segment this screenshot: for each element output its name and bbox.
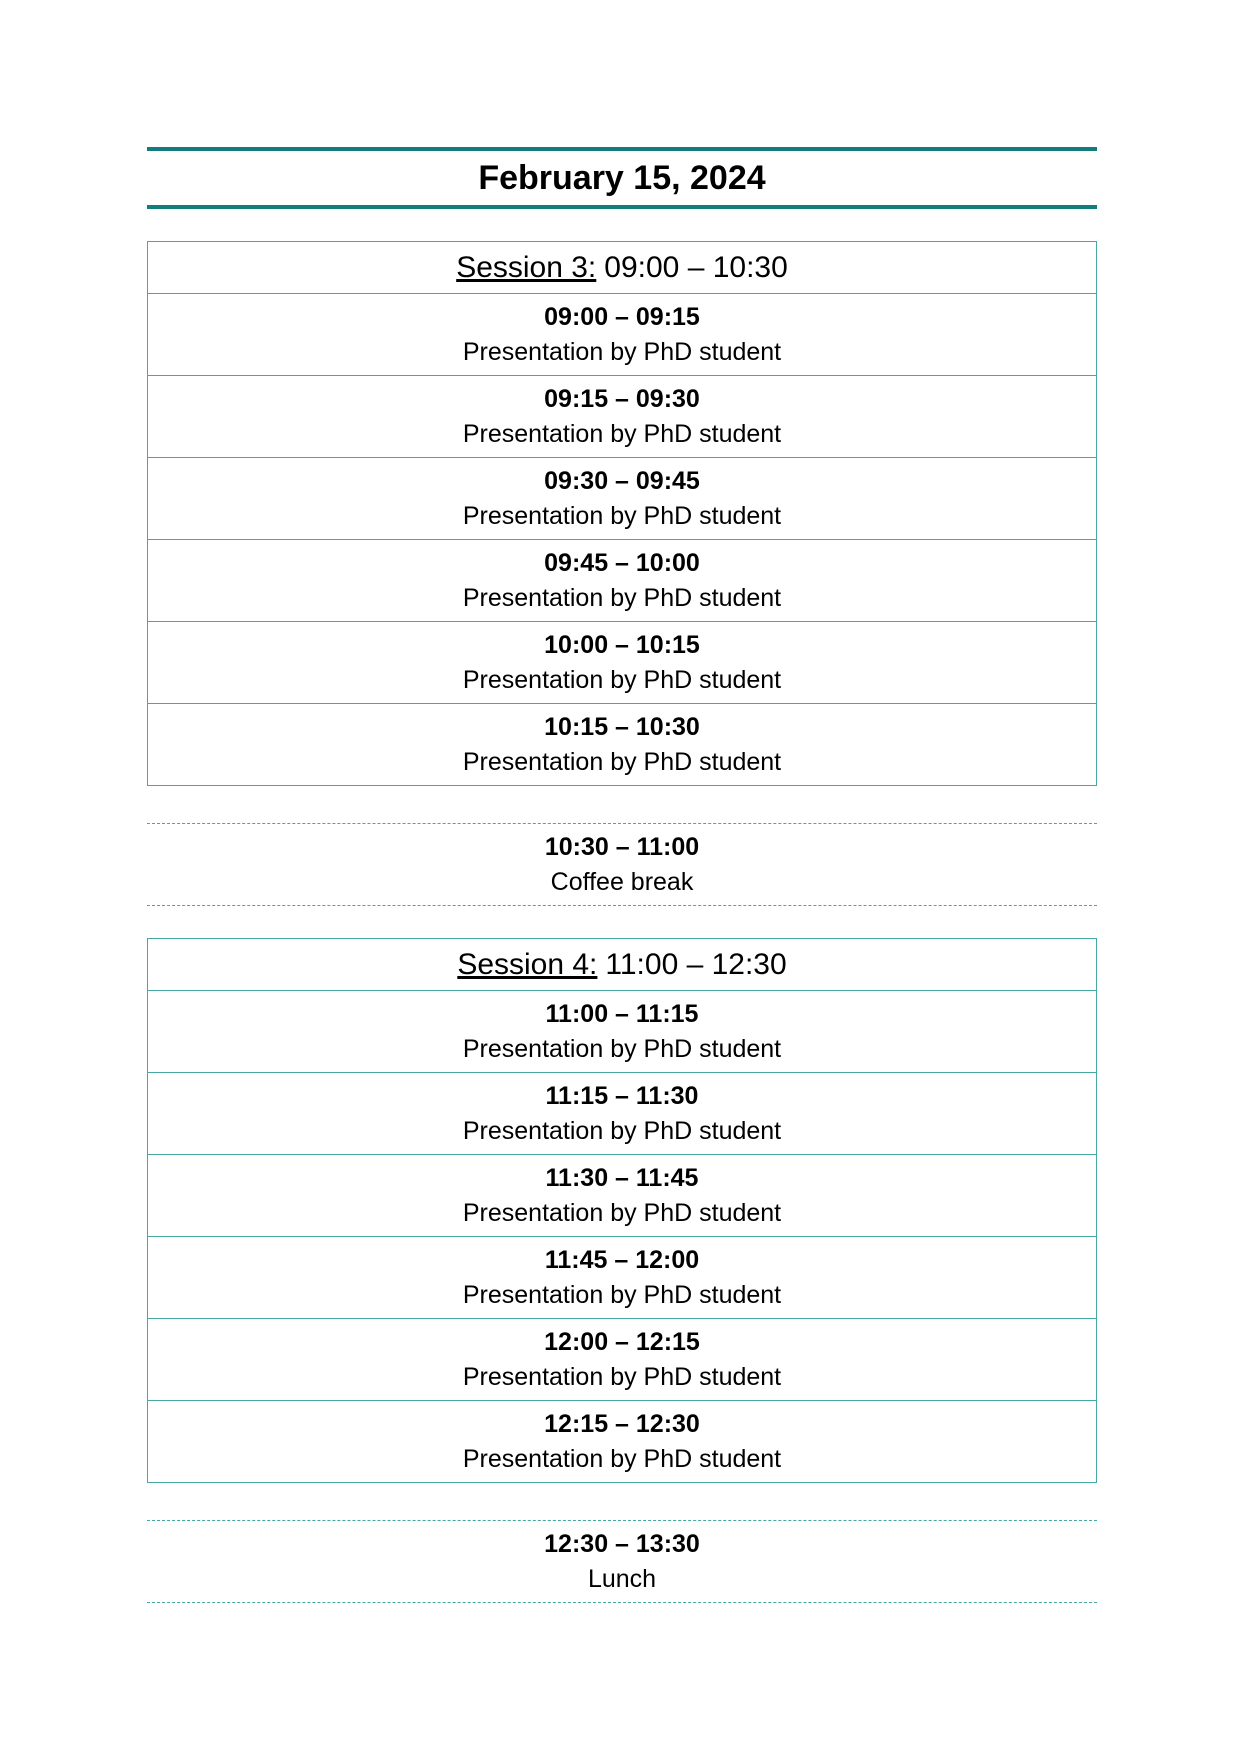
slot-description: Presentation by PhD student — [462, 1444, 782, 1473]
slot-time: 10:00 – 10:15 — [544, 630, 700, 659]
session-4-label: Session 4: — [457, 947, 598, 981]
slot-time: 11:15 – 11:30 — [545, 1081, 699, 1110]
session-3-label: Session 3: — [456, 250, 597, 284]
slot-description: Presentation by PhD student — [462, 501, 782, 530]
slot-description: Presentation by PhD student — [462, 1034, 782, 1063]
slot-time: 11:00 – 11:15 — [545, 999, 699, 1028]
slot-time: 09:15 – 09:30 — [544, 384, 700, 413]
session-slot — [148, 1073, 1096, 1155]
session-slot — [148, 540, 1096, 622]
slot-description: Presentation by PhD student — [462, 747, 782, 776]
slot-description: Presentation by PhD student — [462, 665, 782, 694]
slot-time: 11:45 – 12:00 — [544, 1245, 700, 1274]
session-3-table — [147, 241, 1097, 786]
lunch-break — [147, 1520, 1097, 1603]
session-3-title — [148, 242, 1096, 294]
session-slot — [148, 1155, 1096, 1237]
date-header — [147, 147, 1097, 209]
slot-time: 12:15 – 12:30 — [544, 1409, 700, 1438]
session-slot — [148, 1401, 1096, 1482]
session-slot — [148, 704, 1096, 785]
session-3-range: 09:00 – 10:30 — [604, 250, 788, 284]
schedule-page — [147, 147, 1097, 1603]
slot-description: Presentation by PhD student — [462, 1198, 782, 1227]
session-slot — [148, 458, 1096, 540]
break-description: Coffee break — [550, 867, 694, 896]
session-4-range: 11:00 – 12:30 — [605, 947, 787, 981]
session-slot — [148, 991, 1096, 1073]
slot-description: Presentation by PhD student — [462, 1280, 782, 1309]
break-description: Lunch — [587, 1564, 657, 1593]
session-slot — [148, 376, 1096, 458]
slot-time: 09:45 – 10:00 — [544, 548, 700, 577]
slot-description: Presentation by PhD student — [462, 583, 782, 612]
coffee-break — [147, 823, 1097, 906]
session-slot — [148, 1237, 1096, 1319]
slot-time: 12:00 – 12:15 — [544, 1327, 700, 1356]
session-4-title — [148, 939, 1096, 991]
session-slot — [148, 622, 1096, 704]
slot-description: Presentation by PhD student — [462, 1116, 782, 1145]
slot-time: 09:00 – 09:15 — [544, 302, 700, 331]
session-slot — [148, 294, 1096, 376]
break-time: 12:30 – 13:30 — [544, 1529, 700, 1558]
slot-time: 09:30 – 09:45 — [544, 466, 700, 495]
slot-time: 11:30 – 11:45 — [545, 1163, 699, 1192]
session-slot — [148, 1319, 1096, 1401]
slot-time: 10:15 – 10:30 — [544, 712, 700, 741]
session-4-table — [147, 938, 1097, 1483]
break-time: 10:30 – 11:00 — [544, 832, 700, 861]
slot-description: Presentation by PhD student — [462, 1362, 782, 1391]
date-title: February 15, 2024 — [478, 158, 766, 197]
slot-description: Presentation by PhD student — [462, 419, 782, 448]
slot-description: Presentation by PhD student — [462, 337, 782, 366]
